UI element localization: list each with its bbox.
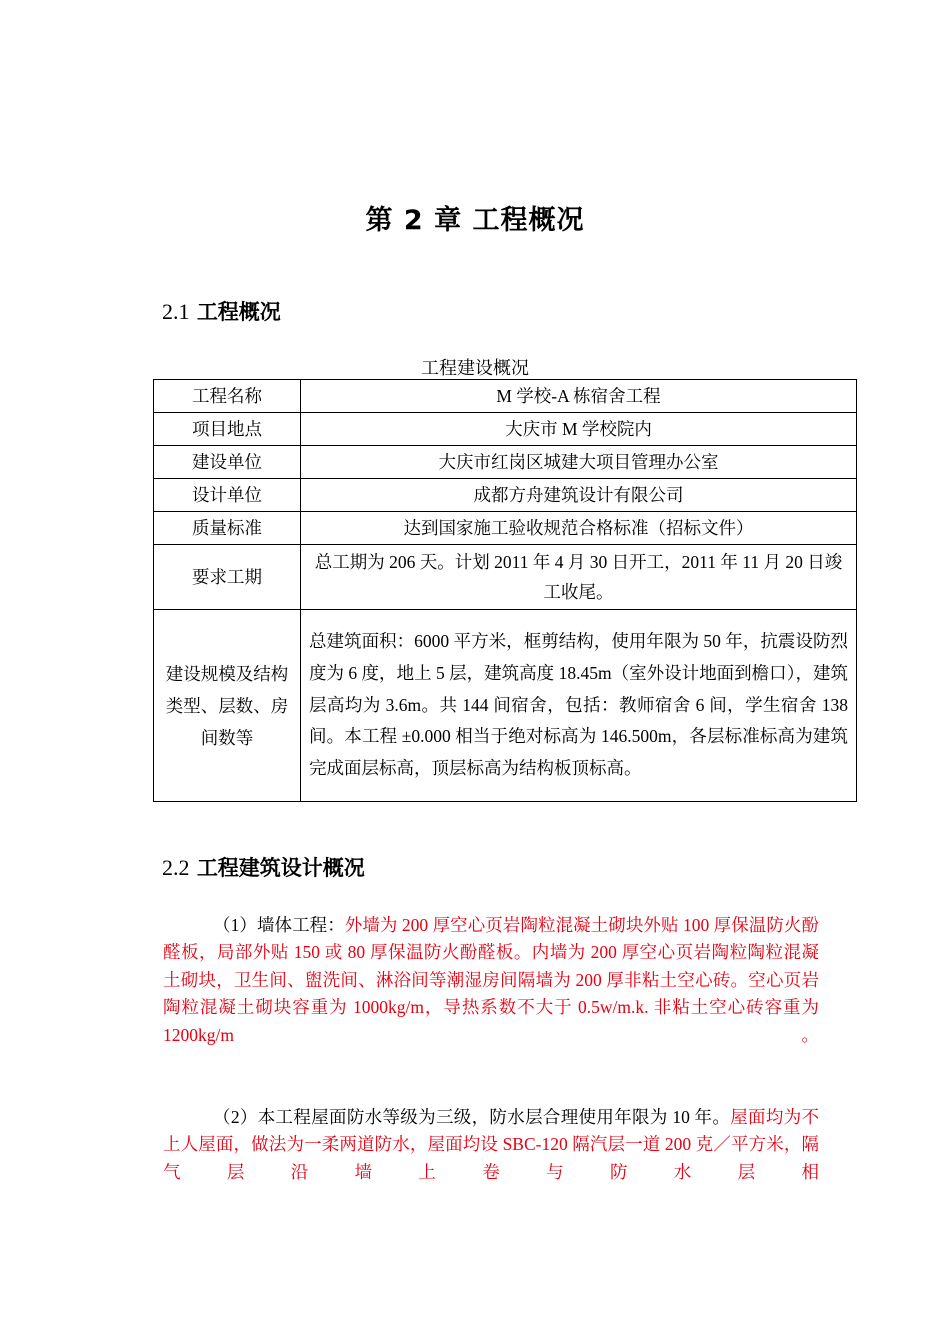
row-value: M 学校-A 栋宿舍工程 xyxy=(301,380,857,413)
table-row xyxy=(154,545,857,610)
table-row xyxy=(154,380,857,413)
row-label: 建设单位 xyxy=(154,446,301,479)
paragraph-lead: （1）墙体工程： xyxy=(213,915,345,935)
section-number: 2.1 xyxy=(162,299,190,324)
roof-waterproof-paragraph xyxy=(163,1104,819,1186)
table-row xyxy=(154,512,857,545)
section-title-text: 工程建筑设计概况 xyxy=(196,856,365,880)
table-row xyxy=(154,446,857,479)
row-label: 建设规模及结构类型、层数、房间数等 xyxy=(154,610,301,802)
wall-works-paragraph xyxy=(163,912,819,1049)
row-value: 大庆市红岗区城建大项目管理办公室 xyxy=(301,446,857,479)
project-overview-table xyxy=(153,379,857,802)
section-title-text: 工程概况 xyxy=(196,300,281,324)
row-value: 总建筑面积：6000 平方米，框剪结构，使用年限为 50 年，抗震设防烈度为 6 度，地上 5 层，建筑高度 18.45m（室外设计地面到檐口），建筑层高均为 3.6m。共 144 间宿舍，包括：教师宿舍 6 间，学生宿舍 138 间。本工程 ±0.000 相当于绝对标高为 146.500m，各层标准标高为建筑完成面层标高，顶层标高为结构板顶标高。 xyxy=(301,610,857,802)
table-caption: 工程建设概况 xyxy=(421,358,529,378)
table-row xyxy=(154,413,857,446)
row-value: 达到国家施工验收规范合格标准（招标文件） xyxy=(301,512,857,545)
row-label: 要求工期 xyxy=(154,545,301,610)
row-value: 成都方舟建筑设计有限公司 xyxy=(301,479,857,512)
paragraph-highlight: 屋面均为不上人屋面，做法为一柔两道防水，屋面均设 SBC-120 隔汽层一道 200 克／平方米，隔气层沿墙上卷与防水层相 xyxy=(163,1107,820,1182)
row-label: 项目地点 xyxy=(154,413,301,446)
paragraph-lead: （2）本工程屋面防水等级为三级，防水层合理使用年限为 10 年。 xyxy=(213,1107,731,1127)
section-heading-2-2 xyxy=(162,852,365,882)
row-label: 工程名称 xyxy=(154,380,301,413)
row-value: 大庆市 M 学校院内 xyxy=(301,413,857,446)
table-row xyxy=(154,610,857,802)
paragraph-highlight: 外墙为 200 厚空心页岩陶粒混凝土砌块外贴 100 厚保温防火酚醛板，局部外贴 150 或 80 厚保温防火酚醛板。内墙为 200 厚空心页岩陶粒陶粒混凝土砌块，卫生间、盥洗间、淋浴间等潮湿房间隔墙为 200 厚非粘土空心砖。空心页岩陶粒混凝土砌块容重为 1000kg/m，导热系数不大于 0.5w/m.k. 非粘土空心砖容重为 1200kg/m 。 xyxy=(163,915,820,1045)
section-heading-2-1 xyxy=(162,296,281,326)
row-value: 总工期为 206 天。计划 2011 年 4 月 30 日开工，2011 年 11 月 20 日竣工收尾。 xyxy=(301,545,857,610)
row-label: 设计单位 xyxy=(154,479,301,512)
table-row xyxy=(154,479,857,512)
chapter-title: 第 2 章 工程概况 xyxy=(365,205,585,236)
section-number: 2.2 xyxy=(162,855,190,880)
row-label: 质量标准 xyxy=(154,512,301,545)
